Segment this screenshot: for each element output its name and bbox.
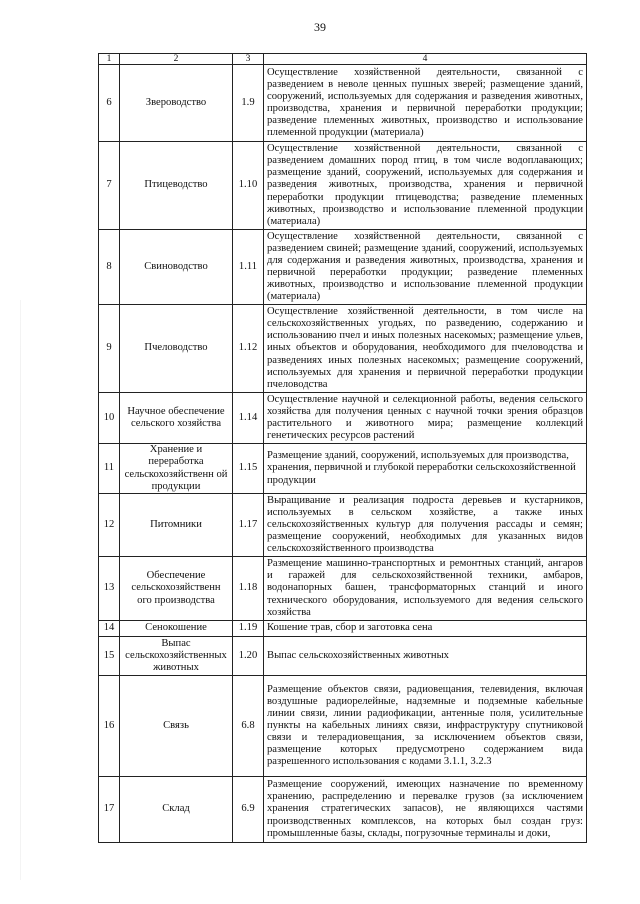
table-row (99, 230, 587, 305)
row-description: Осуществление научной и селекционной работы, ведения сельского хозяйства для получения ценных с научной точки зрения образцов растительного и животного мира; размещение коллекций генетических ресурсов растений (264, 393, 587, 444)
row-code: 1.10 (233, 142, 264, 230)
row-name: Хранение и переработка сельскохозяйственн ой продукции (120, 444, 233, 494)
land-use-table (98, 53, 587, 843)
table-row (99, 777, 587, 843)
table-row (99, 65, 587, 142)
table-row (99, 557, 587, 621)
row-name: Сенокошение (120, 621, 233, 637)
row-number: 11 (99, 444, 120, 494)
row-name: Пчеловодство (120, 305, 233, 393)
row-description: Размещение сооружений, имеющих назначение по временному хранению, распределению и перевалке грузов (за исключением хранения стратегических запасов), не являющихся частями производственных комплексов, на которых был создан груз: промышленные базы, склады, погрузочные терминалы и доки, (264, 777, 587, 843)
table-row (99, 621, 587, 637)
row-name: Свиноводство (120, 230, 233, 305)
header-col-1: 1 (99, 54, 120, 65)
row-number: 17 (99, 777, 120, 843)
row-code: 1.15 (233, 444, 264, 494)
row-code: 6.9 (233, 777, 264, 843)
row-code: 1.14 (233, 393, 264, 444)
table-row (99, 393, 587, 444)
row-name: Звероводство (120, 65, 233, 142)
row-description: Размещение объектов связи, радиовещания, телевидения, включая воздушные радиорелейные, надземные и подземные кабельные линии связи, линии радиофикации, антенные поля, усилительные пункты на кабельных линиях связи, инфраструктуру спутниковой связи и телерадиовещания, за исключением объектов связи, размещение которых предусмотрено содержанием вида разрешенного использования с кодами 3.1.1, 3.2.3 (264, 676, 587, 777)
table-row (99, 444, 587, 494)
row-description: Осуществление хозяйственной деятельности, связанной с разведением свиней; размещение зданий, сооружений, используемых для содержания и разведения животных, производства, хранения и первичной переработки продукции; разведение племенных животных, производство и использование племенной продукции (материала) (264, 230, 587, 305)
page-number: 39 (314, 20, 326, 34)
row-code: 1.18 (233, 557, 264, 621)
table-header-row (99, 54, 587, 65)
row-name: Связь (120, 676, 233, 777)
table-row (99, 637, 587, 676)
row-description: Выращивание и реализация подроста деревьев и кустарников, используемых в сельском хозяйстве, а также иных сельскохозяйственных культур для получения рассады и семян; размещение сооружений, необходимых для указанных видов сельскохозяйственного производства (264, 494, 587, 557)
row-name: Выпас сельскохозяйственных животных (120, 637, 233, 676)
row-number: 16 (99, 676, 120, 777)
row-code: 1.20 (233, 637, 264, 676)
row-name: Питомники (120, 494, 233, 557)
row-description: Размещение зданий, сооружений, используемых для производства, хранения, первичной и глубокой переработки сельскохозяйственной продукции (264, 444, 587, 494)
header-col-3: 3 (233, 54, 264, 65)
row-number: 10 (99, 393, 120, 444)
row-code: 1.17 (233, 494, 264, 557)
row-description: Осуществление хозяйственной деятельности, в том числе на сельскохозяйственных угодьях, по разведению, содержанию и использованию пчел и иных полезных насекомых; размещение ульев, иных объектов и оборудования, необходимого для пчеловодства и разведениях иных полезных насекомых; размещение сооружений, используемых для хранения и первичной переработки продукции пчеловодства (264, 305, 587, 393)
header-col-2: 2 (120, 54, 233, 65)
row-description: Кошение трав, сбор и заготовка сена (264, 621, 587, 637)
row-code: 1.19 (233, 621, 264, 637)
table-row (99, 305, 587, 393)
row-code: 1.9 (233, 65, 264, 142)
table-row (99, 676, 587, 777)
row-number: 8 (99, 230, 120, 305)
row-name: Обеспечение сельскохозяйственн ого производства (120, 557, 233, 621)
row-description: Осуществление хозяйственной деятельности, связанной с разведением домашних пород птиц, в том числе водоплавающих; размещение зданий, сооружений, используемых для содержания и разведения животных, производства, хранения и первичной переработки продукции птицеводства; разведение племенных животных, производство и использование племенной продукции (материала) (264, 142, 587, 230)
header-col-4: 4 (264, 54, 587, 65)
row-code: 1.12 (233, 305, 264, 393)
row-number: 12 (99, 494, 120, 557)
table-row (99, 494, 587, 557)
table-row (99, 142, 587, 230)
scan-shadow (20, 300, 21, 880)
row-name: Склад (120, 777, 233, 843)
row-number: 14 (99, 621, 120, 637)
row-code: 1.11 (233, 230, 264, 305)
row-number: 13 (99, 557, 120, 621)
row-number: 7 (99, 142, 120, 230)
row-number: 9 (99, 305, 120, 393)
row-description: Размещение машинно-транспортных и ремонтных станций, ангаров и гаражей для сельскохозяйственной техники, амбаров, водонапорных башен, трансформаторных станций и иного технического оборудования, используемого для ведения сельского хозяйства (264, 557, 587, 621)
row-number: 6 (99, 65, 120, 142)
row-number: 15 (99, 637, 120, 676)
row-name: Птицеводство (120, 142, 233, 230)
row-code: 6.8 (233, 676, 264, 777)
row-description: Осуществление хозяйственной деятельности, связанной с разведением в неволе ценных пушных зверей; размещение зданий, сооружений, используемых для содержания и разведения животных, производства, хранения и первичной переработки продукции; разведение племенных животных, производство и использование племенной продукции (материала) (264, 65, 587, 142)
row-name: Научное обеспечение сельского хозяйства (120, 393, 233, 444)
row-description: Выпас сельскохозяйственных животных (264, 637, 587, 676)
